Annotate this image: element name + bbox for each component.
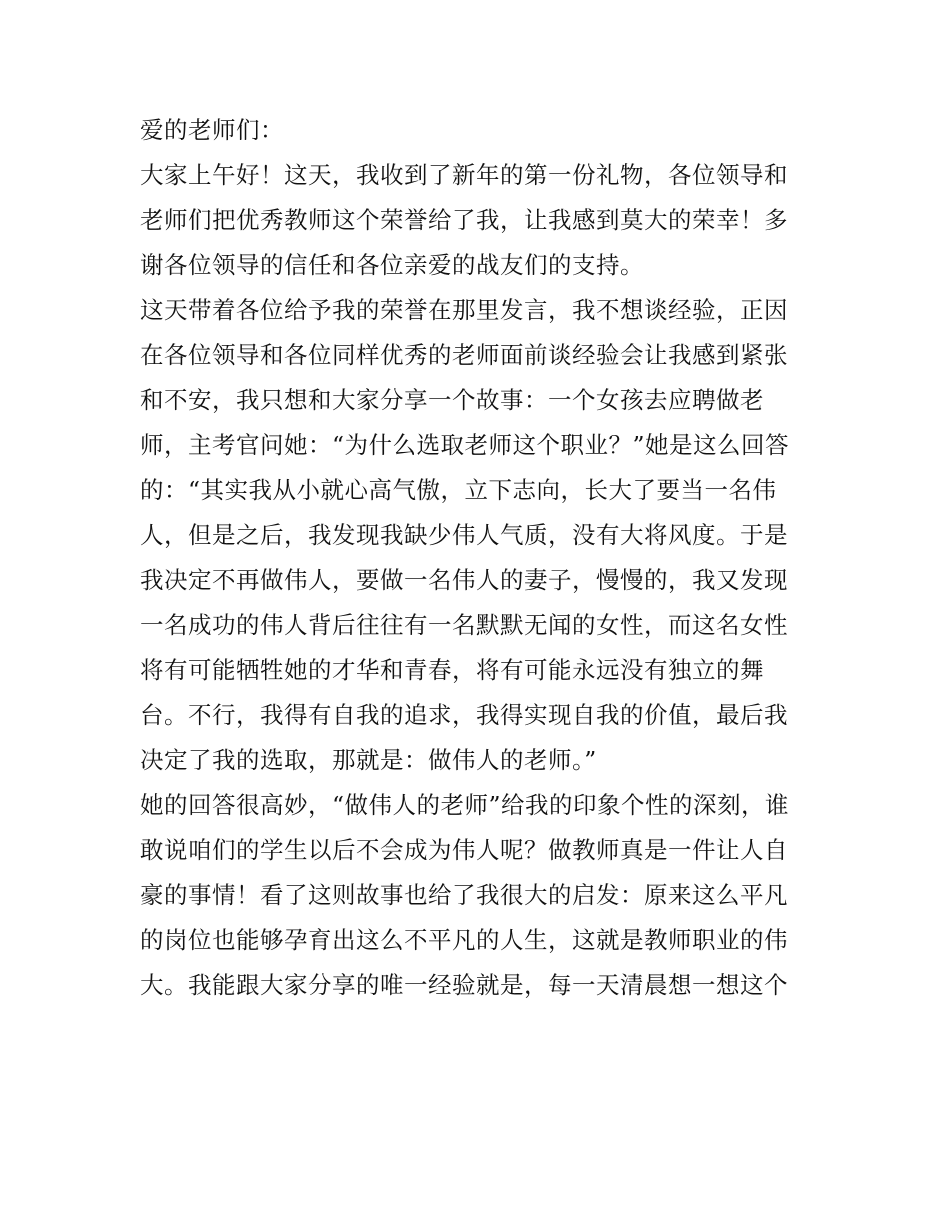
text-line: 的：“其实我从小就心高气傲，立下志向，长大了要当一名伟 [140,476,777,504]
text-line: 师，主考官问她：“为什么选取老师这个职业？”她是这么回答 [140,431,790,459]
document-body [140,108,816,1008]
text-line: 人，但是之后，我发现我缺少伟人气质，没有大将风度。于是 [140,521,788,549]
text-line: 豪的事情！看了这则故事也给了我很大的启发：原来这么平凡 [140,881,788,909]
text-line: 决定了我的选取，那就是：做伟人的老师。” [140,746,597,774]
text-line: 爱的老师们： [140,116,284,144]
text-line: 和不安，我只想和大家分享一个故事：一个女孩去应聘做老 [140,386,764,414]
text-line: 大。我能跟大家分享的唯一经验就是，每一天清晨想一想这个 [140,971,788,999]
text-line: 她的回答很高妙，“做伟人的老师”给我的印象个性的深刻，谁 [140,791,790,819]
text-line: 老师们把优秀教师这个荣誉给了我，让我感到莫大的荣幸！多 [140,206,788,234]
text-line: 将有可能牺牲她的才华和青春，将有可能永远没有独立的舞 [140,656,764,684]
text-line: 的岗位也能够孕育出这么不平凡的人生，这就是教师职业的伟 [140,926,788,954]
text-line: 谢各位领导的信任和各位亲爱的战友们的支持。 [140,251,644,279]
text-line: 在各位领导和各位同样优秀的老师面前谈经验会让我感到紧张 [140,341,788,369]
text-line: 敢说咱们的学生以后不会成为伟人呢？做教师真是一件让人自 [140,836,788,864]
text-line: 大家上午好！这天，我收到了新年的第一份礼物，各位领导和 [140,161,788,189]
text-line: 一名成功的伟人背后往往有一名默默无闻的女性，而这名女性 [140,611,788,639]
text-line: 这天带着各位给予我的荣誉在那里发言，我不想谈经验，正因 [140,296,788,324]
text-line: 台。不行，我得有自我的追求，我得实现自我的价值，最后我 [140,701,788,729]
text-line: 我决定不再做伟人，要做一名伟人的妻子，慢慢的，我又发现 [140,566,788,594]
